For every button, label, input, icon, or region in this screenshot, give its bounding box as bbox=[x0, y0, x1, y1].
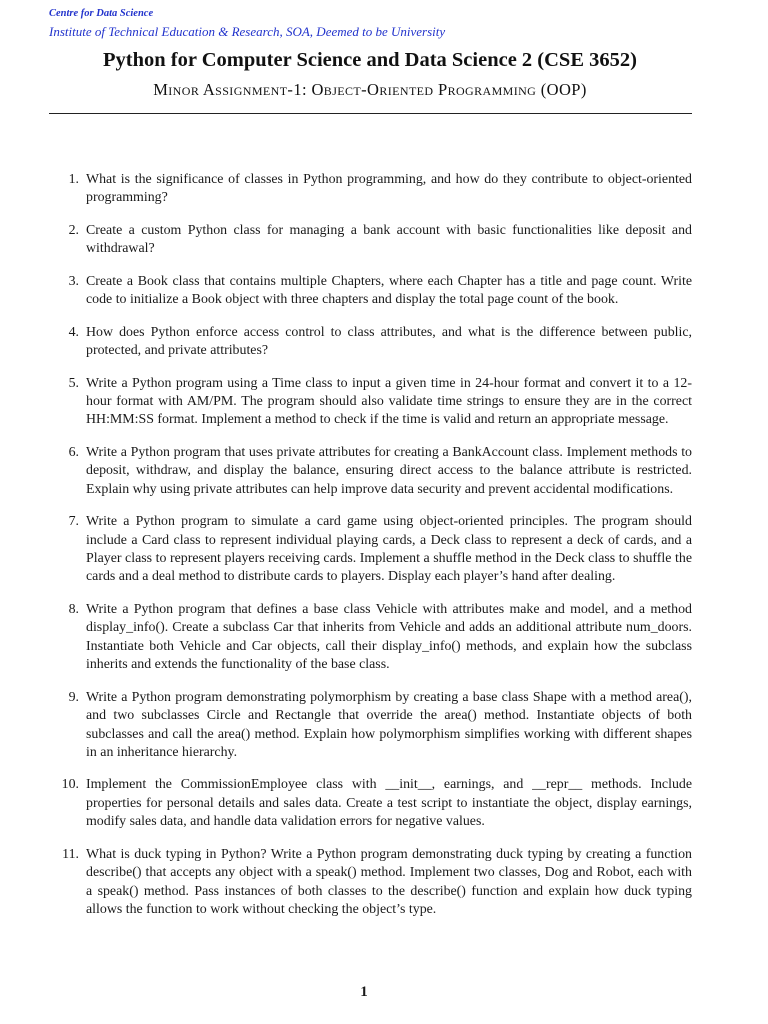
header-centre-label: Centre for Data Science bbox=[49, 8, 154, 19]
document-title: Python for Computer Science and Data Science 2 (CSE 3652) bbox=[103, 49, 637, 71]
question-item bbox=[49, 846, 692, 920]
question-item bbox=[49, 324, 692, 361]
question-number: 6. bbox=[68, 444, 79, 460]
question-text: Implement the CommissionEmployee class with __init__, earnings, and __repr__ methods. Include properties for personal details and sales data. Create a test script to instantiate the object, display earnings, modify sales data, and handle data validation errors for negative values. bbox=[86, 777, 692, 830]
question-number: 8. bbox=[68, 601, 79, 617]
title-divider bbox=[49, 113, 692, 114]
question-text: How does Python enforce access control to class attributes, and what is the difference between public, protected, and private attributes? bbox=[86, 324, 692, 359]
question-number: 11. bbox=[62, 846, 79, 862]
question-item bbox=[49, 513, 692, 587]
question-item bbox=[49, 689, 692, 763]
question-text: Write a Python program that uses private attributes for creating a BankAccount class. Implement methods to deposit, withdraw, and display the balance, ensuring direct access to the balance attribute is restricted. Explain why using private attributes can help improve data security and prevent accidental modifications. bbox=[86, 444, 692, 497]
question-number: 4. bbox=[68, 324, 79, 340]
document-subtitle: Minor Assignment-1: Object-Oriented Programming (OOP) bbox=[153, 80, 587, 99]
question-text: Write a Python program using a Time class to input a given time in 24-hour format and convert it to a 12-hour format with AM/PM. The program should also validate time strings to ensure they are in the correct HH:MM:SS format. Implement a method to check if the time is valid and return an appropriate message. bbox=[86, 375, 692, 428]
question-item bbox=[49, 375, 692, 430]
question-text: Write a Python program that defines a base class Vehicle with attributes make and model, and a method display_info(). Create a subclass Car that inherits from Vehicle and adds an additional attribute num_doors. Instantiate both Vehicle and Car objects, call their display_info() methods, and explain how the subclass inherits and extends the functionality of the base class. bbox=[86, 601, 692, 673]
question-number: 10. bbox=[61, 777, 79, 793]
question-number: 9. bbox=[68, 689, 79, 705]
question-number: 3. bbox=[68, 273, 79, 289]
question-item bbox=[49, 222, 692, 259]
question-item bbox=[49, 776, 692, 831]
question-text: Write a Python program demonstrating polymorphism by creating a base class Shape with a method area(), and two subclasses Circle and Rectangle that override the area() method. Instantiate objects of both subclasses and call the area() method. Explain how polymorphism simplifies working with different shapes in an inheritance hierarchy. bbox=[86, 689, 692, 760]
question-text: What is the significance of classes in Python programming, and how do they contribute to object-oriented programming? bbox=[86, 172, 692, 206]
question-number: 5. bbox=[68, 375, 79, 391]
question-list bbox=[49, 171, 692, 933]
question-item bbox=[49, 601, 692, 675]
question-text: Create a Book class that contains multiple Chapters, where each Chapter has a title and page count. Write code to initialize a Book object with three chapters and display the total page count of the book. bbox=[86, 273, 692, 308]
question-number: 7. bbox=[68, 514, 79, 530]
question-number: 2. bbox=[68, 222, 79, 238]
question-item bbox=[49, 171, 692, 208]
question-item bbox=[49, 444, 692, 499]
header-institute-label: Institute of Technical Education & Research, SOA, Deemed to be University bbox=[49, 24, 446, 39]
page-number: 1 bbox=[360, 984, 368, 1000]
question-number: 1. bbox=[68, 172, 79, 187]
question-text: Create a custom Python class for managing a bank account with basic functionalities like deposit and withdrawal? bbox=[86, 222, 692, 257]
question-text: Write a Python program to simulate a card game using object-oriented principles. The program should include a Card class to represent individual playing cards, a Deck class to represent a deck of cards, and a Player class to represent players receiving cards. Implement a shuffle method in the Deck class to shuffle the cards and a deal method to distribute cards to players. Display each player’s hand after dealing. bbox=[86, 514, 692, 585]
question-item bbox=[49, 273, 692, 310]
question-text: What is duck typing in Python? Write a Python program demonstrating duck typing by creating a function describe() that accepts any object with a speak() method. Implement two classes, Dog and Robot, each with a speak() method. Pass instances of both classes to the describe() function and explain how duck typing allows the function to work without checking the object’s type. bbox=[86, 846, 692, 917]
